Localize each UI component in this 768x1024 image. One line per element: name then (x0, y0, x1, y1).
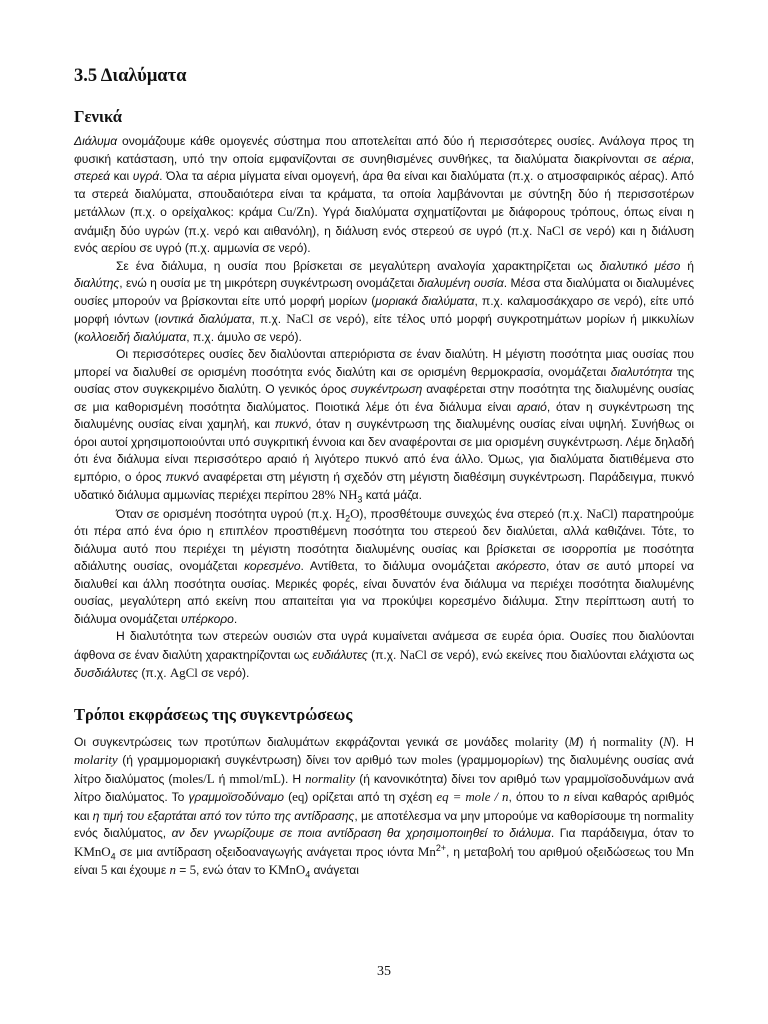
page-number: 35 (377, 964, 391, 979)
text-run: σε νερό). (197, 666, 250, 680)
text-run: NaCl (286, 311, 314, 326)
text-run: κατά μάζα. (362, 488, 422, 502)
text-run: (ή γραμμομοριακή συγκέντρωση) δίνει τον αριθμό των (117, 753, 422, 767)
emphasized-term: υγρά (132, 169, 160, 183)
emphasized-term: αραιό (516, 399, 547, 414)
text-run: ). Η (671, 734, 694, 749)
text-run: , π.χ. (251, 312, 287, 326)
text-run: (γραμμομορίων) της διαλυμένης ουσίας ανά λίτρο διαλύματος ( (74, 753, 695, 786)
text-run: AgCl (169, 665, 198, 680)
emphasized-term: normality (305, 770, 356, 786)
paragraph (74, 628, 694, 683)
text-run: , ενώ η ουσία με τη μικρότερη συγκέντρωση ονομάζεται (119, 276, 418, 290)
text-run: 5 (189, 862, 197, 877)
text-run: NH (338, 487, 358, 502)
emphasized-term: στερεά (74, 169, 110, 183)
paragraph (74, 733, 694, 880)
text-run: moles/L (172, 770, 215, 786)
text-run: , ενώ όταν το (196, 863, 269, 877)
text-run: (π.χ. (138, 666, 170, 680)
text-run: KMnO (74, 843, 111, 859)
text-run: normality (602, 733, 653, 749)
text-run: NaCl (586, 505, 614, 521)
subscript-text: 2 (345, 512, 351, 523)
emphasized-term: n (169, 862, 176, 877)
text-run: = (175, 863, 190, 877)
text-run: (π.χ. (367, 647, 400, 662)
text-run: , όταν η συγκέντρωση της διαλυμένης ουσίας είναι χαμηλή, και (74, 399, 694, 431)
text-run: ( (283, 790, 293, 804)
text-run: O (350, 505, 360, 521)
text-run: 5 (100, 862, 108, 877)
emphasized-term: συγκέντρωση (350, 382, 423, 396)
subheading-concentration: Τρόποι εκφράσεως της συγκεντρώσεως (74, 704, 353, 724)
text-run: της ουσίας στον συγκεκριμένο διαλύτη. Ο γενικός όρος (74, 364, 694, 396)
emphasized-term: κολλοειδή διαλύματα (77, 329, 187, 344)
text-run: αναφέρεται στη μέγιστη ή σχεδόν στη μέγιστη διαθέσιμη συγκέντρωση. Παράδειγμα, πυκνό υδατικό διάλυμα αμμωνίας περιέχει περίπου (74, 469, 694, 502)
text-run: ) ή (579, 734, 603, 749)
text-run: , (690, 151, 694, 166)
paragraph (74, 505, 694, 629)
emphasized-term: διαλυτότητα (610, 364, 673, 379)
superscript-text: 2+ (435, 842, 446, 853)
emphasized-term: eq = mole / n (436, 789, 509, 804)
text-run: . Για παράδειγμα, όταν το (550, 826, 694, 840)
text-run: . Μέσα στα διαλύματα οι διαλυμένες ουσίες μπορούν να βρίσκονται είτε υπό μορφή μορίων ( (74, 276, 694, 308)
text-run: Οι συγκεντρώσεις των προτύπων διαλυμάτων εκφράζονται γενικά σε μονάδες (74, 734, 515, 749)
emphasized-term: Διάλυμα (74, 134, 118, 148)
text-run: και έχουμε (107, 863, 170, 877)
section-title: 3.5 Διαλύματα (74, 66, 187, 86)
text-run: normality (643, 807, 694, 823)
text-run: Οι περισσότερες ουσίες δεν διαλύονται απεριόριστα σε έναν διαλύτη. Η μέγιστη ποσότητα μιας ουσίας που μπορεί να διαλυθεί σε ορισμένη ποσότητα ενός διαλύτη και σε ορισμένη θερμοκρασία, ονομάζεται (74, 347, 694, 379)
text-run: σε νερό) και η διάλυση ενός αερίου σε υγρό (π.χ. αμμωνία σε νερό). (74, 223, 694, 255)
emphasized-term: μοριακά διαλύματα (375, 293, 475, 308)
emphasized-term: πυκνό (274, 417, 309, 431)
text-run: , όταν σε αυτό μπορεί να διαλυθεί και άλλη ποσότητα ουσίας. Μερικές φορές, είναι δυνατόν ένα διάλυμα να περιέχει ποσότητα διαλυμένης ουσίας, μεγαλύτερη από εκείνη που απαιτείται για να προκύψει κορεσμένο διάλυμα. Στην περίπτωση αυτή το διάλυμα ονομάζεται (74, 559, 694, 626)
emphasized-term: αέρια (662, 151, 691, 166)
emphasized-term: διαλυμένη ουσία (417, 276, 504, 290)
general-text-body (74, 133, 694, 683)
text-run: σε μια αντίδραση οξειδοαναγωγής ανάγεται προς ιόντα (115, 844, 418, 859)
text-run: (ή κανονικότητα) δίνει τον αριθμό των γραμμοϊσοδυνάμων ανά λίτρο διαλύματος. Το (74, 771, 695, 804)
text-run: σε νερό), ενώ εκείνες που διαλύονται ελάχιστα ως (426, 647, 695, 662)
text-run: NaCl (399, 646, 427, 662)
emphasized-term: διαλύτης (74, 276, 120, 290)
text-run: 28% (311, 487, 336, 502)
text-run: . Αντίθετα, το διάλυμα ονομάζεται (300, 559, 497, 573)
subscript-text: 3 (357, 494, 363, 505)
text-run: , με αποτέλεσμα να μην μπορούμε να καθορίσουμε τη (354, 808, 644, 823)
text-run: ή (214, 771, 230, 786)
emphasized-term: υπέρκορο (180, 611, 234, 626)
text-run: , όταν η συγκέντρωση της διαλυμένης ουσίας είναι υψηλή. Συνήθως οι όροι αυτοί χρησιμοποιούνται υπό συγκριτική έννοια και δεν αναφέρονται σε μια ορισμένη συγκέντρωση. Λέμε δηλαδή ότι ένα διάλυμα είναι περισσότερο αραιό ή λιγότερο πυκνό από ένα άλλο. Όμως, για διαλύματα διατιθέμενα στο εμπόριο, ο όρος (74, 417, 694, 484)
emphasized-term: πυκνό (165, 469, 199, 484)
text-run: , όπου το (508, 790, 564, 804)
concentration-text-body (74, 733, 694, 880)
emphasized-term: γραμμοϊσοδύναμο (188, 790, 284, 804)
text-run: ), προσθέτουμε συνεχώς ένα στερεό (π.χ. (359, 506, 587, 521)
text-run: molarity (514, 733, 559, 749)
text-run: και (109, 169, 133, 183)
emphasized-term: διαλυτικό μέσο (599, 258, 681, 273)
document-page (74, 66, 694, 880)
subscript-text: 4 (110, 850, 116, 861)
text-run: ) ορίζεται από τη σχέση (304, 790, 437, 804)
emphasized-term: αν δεν γνωρίζουμε σε ποια αντίδραση θα χρησιμοποιηθεί το διάλυμα (171, 826, 551, 840)
text-run: είναι καθαρός αριθμός και (74, 790, 694, 823)
text-run: ονομάζουμε κάθε ομογενές σύστημα που αποτελείται από δύο ή περισσότερες ουσίες. Ανάλογα προς τη φυσική κατάσταση, υπό την οποία εμφανίζονται σε συνηθισμένες συνθήκες, τα διαλύματα διακρίνονται σε (74, 134, 694, 166)
text-run: Mn (417, 843, 436, 859)
text-run: είναι (74, 863, 101, 877)
emphasized-term: ακόρεστο (496, 559, 547, 573)
text-run: Mn (676, 843, 694, 859)
emphasized-term: molarity (74, 752, 118, 767)
text-run: ενός διαλύματος, (74, 826, 172, 840)
text-run: Σε ένα διάλυμα, η ουσία που βρίσκεται σε μεγαλύτερη αναλογία χαρακτηρίζεται ως (116, 258, 600, 273)
subscript-text: 4 (305, 869, 311, 880)
text-run: ή (680, 258, 694, 273)
paragraph (74, 133, 694, 258)
text-run: . Όλα τα αέρια μίγματα είναι ομογενή, άρα θα είναι και διαλύματα (π.χ. ο ατμοσφαιρικός αέρας). Από τα στερεά διαλύματα, σπουδαιότερα είναι τα κράματα, τα οποία λαμβάνονται με σύντηξη δύο ή περισσοτέρων μετάλλων (π.χ. ο ορείχαλκος: κράμα (74, 169, 694, 219)
emphasized-term: ιοντικά διαλύματα (158, 312, 252, 326)
subheading-general: Γενικά (74, 107, 122, 126)
emphasized-term: n (563, 789, 570, 804)
text-run: σε νερό), είτε τέλος υπό μορφή συγκροτημάτων μορίων ή μικκυλίων ( (74, 312, 695, 344)
text-run: H (335, 505, 346, 521)
text-run: . (233, 611, 238, 626)
text-run: αναφέρεται στην ποσότητα της διαλυμένης ουσίας σε μια καθορισμένη ποσότητα διαλύματος. Ποιοτικά λέμε ότι ένα διάλυμα είναι (74, 382, 694, 414)
text-run: ανάγεται (310, 863, 359, 877)
text-run: Η διαλυτότητα των στερεών ουσιών στα υγρά κυμαίνεται ανάμεσα σε ευρέα όρια. Ουσίες που διαλύονται άφθονα σε έναν διαλύτη χαρακτηρίζονται ως (74, 629, 694, 662)
text-run: mmol/mL (229, 770, 282, 786)
emphasized-term: δυσδιάλυτες (74, 666, 139, 680)
paragraph (74, 258, 694, 347)
emphasized-term: κορεσμένο (244, 559, 301, 573)
text-run: eq (292, 789, 305, 804)
text-run: NaCl (536, 222, 565, 238)
text-run: moles (421, 752, 453, 767)
text-run: Cu/Zn (277, 204, 311, 219)
emphasized-term: M (568, 733, 580, 749)
text-run: KMnO (268, 862, 306, 877)
emphasized-term: ευδιάλυτες (312, 647, 368, 662)
emphasized-term: η τιμή του εξαρτάται από τον τύπο της αντίδρασης (92, 808, 355, 823)
text-run: Όταν σε ορισμένη ποσότητα υγρού (π.χ. (116, 506, 336, 521)
text-run: ( (652, 734, 664, 749)
text-run: , π.χ. καλαμοσάκχαρο σε νερό), είτε υπό μορφή ιόντων ( (74, 293, 694, 326)
text-run: ). Η (281, 771, 306, 786)
paragraph (74, 346, 694, 505)
text-run: ). Υγρά διαλύματα σχηματίζονται με διάφορους τρόπους, όπως είναι η ανάμιξη δύο υγρών (π.χ. νερό και αιθανόλη), η διάλυση ενός στερεού σε υγρό (π.χ. (74, 205, 694, 238)
text-run: , π.χ. άμυλο σε νερό). (186, 329, 302, 344)
text-run: , η μεταβολή του αριθμού οξειδώσεως του (446, 844, 677, 859)
text-run: ) παρατηρούμε ότι πέρα από ένα όριο η επιπλέον προστιθέμενη ποσότητα του στερεού δεν διαλύεται, αλλά καθιζάνει. Τότε, το διάλυμα αυτό που περιέχει τη μέγιστη ποσότητα διαλυμένης ουσίας και βρίσκεται σε ισορροπία με ποσότητα αδιάλυτης ουσίας, ονομάζεται (74, 506, 695, 573)
text-run: ( (558, 734, 569, 749)
emphasized-term: N (663, 733, 672, 749)
